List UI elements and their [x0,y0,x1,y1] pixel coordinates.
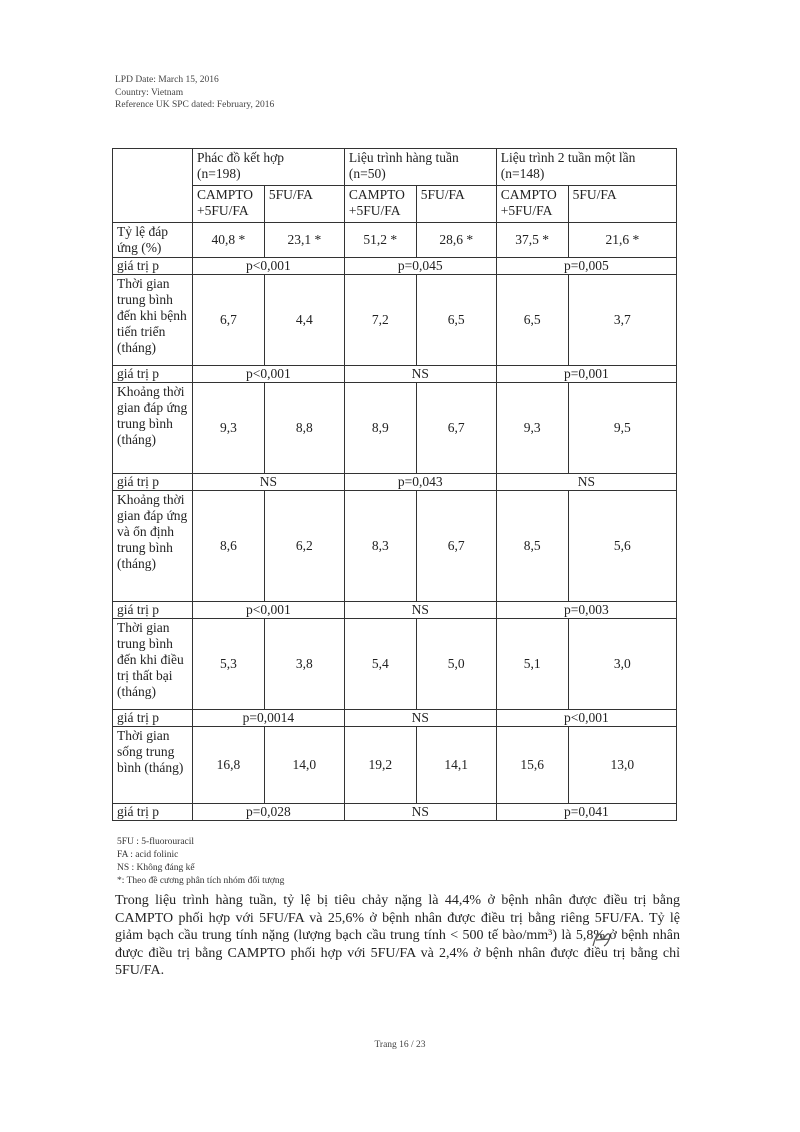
group-biweekly: Liệu trình 2 tuần một lần (n=148) [496,149,676,186]
results-table [112,148,677,821]
value-cell: 13,0 [568,727,676,804]
value-cell: 14,0 [264,727,344,804]
value-cell: 51,2 * [344,223,416,258]
p-value-cell: p=0,0014 [192,710,344,727]
value-cell: 5,0 [416,619,496,710]
sub-header: 5FU/FA [568,186,676,223]
p-value-cell: p=0,045 [344,258,496,275]
p-value-label: giá trị p [113,710,193,727]
p-value-row [113,258,677,275]
sub-header-row [113,186,677,223]
body-paragraph: Trong liệu trình hàng tuần, tỷ lệ bị tiêu chảy nặng là 44,4% ở bệnh nhân được điều trị bằng CAMPTO phối hợp với 5FU/FA và 25,6% ở bệnh nhân được điều trị bằng riêng 5FU/FA. Tỷ lệ giảm bạch cầu trung tính nặng (lượng bạch cầu trung tính < 500 tế bào/mm³) là 5,8% ở bệnh nhân được điều trị bằng CAMPTO phối hợp với 5FU/FA và 2,4% ở bệnh nhân được điều trị bằng chỉ 5FU/FA. [115,893,680,978]
p-value-row [113,804,677,821]
value-cell: 5,4 [344,619,416,710]
p-value-label: giá trị p [113,602,193,619]
table-row [113,491,677,602]
row-label: Thời gian trung bình đến khi bệnh tiến triển (tháng) [113,275,193,366]
p-value-cell: NS [344,710,496,727]
value-cell: 6,2 [264,491,344,602]
page-number: Trang 16 / 23 [374,1040,426,1050]
footnotes [117,836,284,888]
value-cell: 28,6 * [416,223,496,258]
p-value-label: giá trị p [113,258,193,275]
p-value-cell: p=0,003 [496,602,676,619]
row-label: Tỷ lệ đáp ứng (%) [113,223,193,258]
p-value-cell: p<0,001 [192,366,344,383]
footnote: FA : acid folinic [117,850,179,860]
footnote: *: Theo đề cương phân tích nhóm đối tượng [117,876,285,886]
value-cell: 6,7 [192,275,264,366]
p-value-cell: p=0,043 [344,474,496,491]
value-cell: 6,7 [416,383,496,474]
table-row [113,619,677,710]
p-value-cell: p=0,028 [192,804,344,821]
initials-signature-mark [590,928,614,950]
p-value-cell: p<0,001 [496,710,676,727]
value-cell: 23,1 * [264,223,344,258]
p-value-row [113,474,677,491]
p-value-cell: p=0,041 [496,804,676,821]
value-cell: 8,6 [192,491,264,602]
table-row [113,383,677,474]
group-weekly: Liệu trình hàng tuần (n=50) [344,149,496,186]
table-row [113,223,677,258]
value-cell: 16,8 [192,727,264,804]
p-value-cell: p<0,001 [192,258,344,275]
value-cell: 3,7 [568,275,676,366]
value-cell: 40,8 * [192,223,264,258]
p-value-row [113,710,677,727]
sub-header: CAMPTO +5FU/FA [344,186,416,223]
sub-header: CAMPTO +5FU/FA [192,186,264,223]
p-value-cell: NS [192,474,344,491]
document-header [115,74,274,112]
value-cell: 8,5 [496,491,568,602]
p-value-label: giá trị p [113,804,193,821]
footnote: NS : Không đáng kể [117,863,195,873]
value-cell: 37,5 * [496,223,568,258]
country: Country: Vietnam [115,87,184,98]
p-value-cell: p=0,001 [496,366,676,383]
value-cell: 21,6 * [568,223,676,258]
group-header-row [113,149,677,186]
table-row [113,275,677,366]
p-value-cell: NS [344,804,496,821]
value-cell: 3,8 [264,619,344,710]
row-label: Khoảng thời gian đáp ứng trung bình (tháng) [113,383,193,474]
sub-header: 5FU/FA [264,186,344,223]
corner-cell [113,149,193,223]
value-cell: 6,5 [496,275,568,366]
table-row [113,727,677,804]
footnote: 5FU : 5-fluorouracil [117,837,195,847]
sub-header: 5FU/FA [416,186,496,223]
value-cell: 6,7 [416,491,496,602]
value-cell: 19,2 [344,727,416,804]
row-label: Thời gian sống trung bình (tháng) [113,727,193,804]
value-cell: 9,5 [568,383,676,474]
value-cell: 7,2 [344,275,416,366]
value-cell: 3,0 [568,619,676,710]
value-cell: 8,9 [344,383,416,474]
value-cell: 8,8 [264,383,344,474]
value-cell: 6,5 [416,275,496,366]
row-label: Khoảng thời gian đáp ứng và ổn định trung bình (tháng) [113,491,193,602]
value-cell: 5,6 [568,491,676,602]
lpd-date: LPD Date: March 15, 2016 [115,75,219,85]
p-value-row [113,602,677,619]
p-value-cell: p<0,001 [192,602,344,619]
p-value-row [113,366,677,383]
sub-header: CAMPTO +5FU/FA [496,186,568,223]
value-cell: 9,3 [496,383,568,474]
value-cell: 8,3 [344,491,416,602]
group-combined: Phác đồ kết hợp (n=198) [192,149,344,186]
p-value-cell: p=0,005 [496,258,676,275]
row-label: Thời gian trung bình đến khi điều trị thất bại (tháng) [113,619,193,710]
value-cell: 9,3 [192,383,264,474]
p-value-label: giá trị p [113,474,193,491]
value-cell: 5,1 [496,619,568,710]
value-cell: 15,6 [496,727,568,804]
value-cell: 4,4 [264,275,344,366]
value-cell: 14,1 [416,727,496,804]
value-cell: 5,3 [192,619,264,710]
reference: Reference UK SPC dated: February, 2016 [115,100,275,110]
p-value-cell: NS [344,602,496,619]
p-value-cell: NS [344,366,496,383]
p-value-cell: NS [496,474,676,491]
p-value-label: giá trị p [113,366,193,383]
